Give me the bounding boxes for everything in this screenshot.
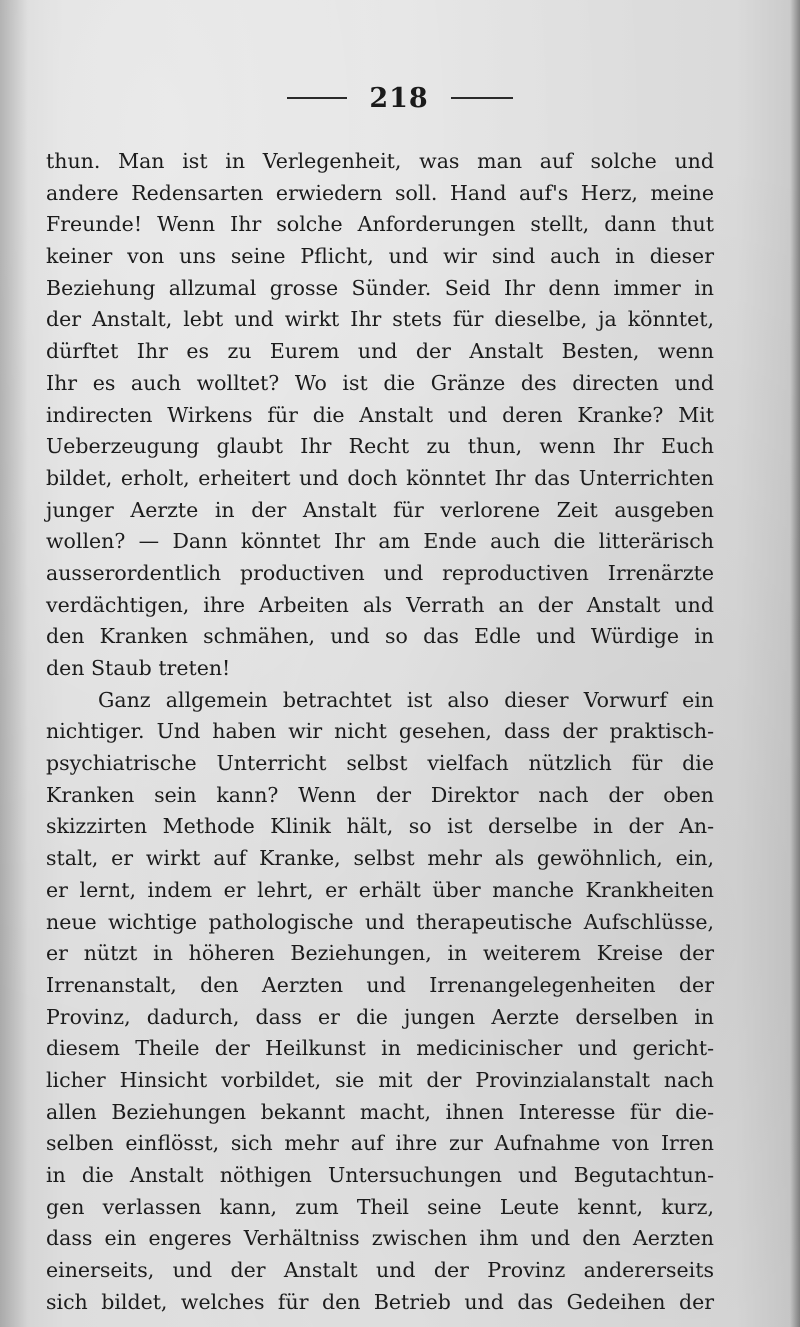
text-line: Freunde! Wenn Ihr solche Anforderungen stellt, dann thut bbox=[46, 212, 714, 237]
page-number: 218 bbox=[369, 82, 429, 114]
text-line: diesem Theile der Heilkunst in medicinischer und gericht- bbox=[46, 1036, 714, 1061]
text-line: einerseits, und der Anstalt und der Provinz andererseits bbox=[46, 1258, 714, 1283]
page-shadow-left bbox=[0, 0, 28, 1327]
text-line: skizzirten Methode Klinik hält, so ist derselbe in der An- bbox=[46, 814, 714, 839]
paragraph-start-line: Ganz allgemein betrachtet ist also dieser Vorwurf ein bbox=[98, 687, 714, 712]
text-line: wollen? — Dann könntet Ihr am Ende auch die litterärisch bbox=[46, 529, 714, 554]
text-line: stalt, er wirkt auf Kranke, selbst mehr als gewöhnlich, ein, bbox=[46, 846, 714, 871]
text-line: den Kranken schmähen, und so das Edle und Würdige in bbox=[46, 624, 714, 649]
page-shadow-right bbox=[790, 0, 800, 1327]
text-line: keiner von uns seine Pflicht, und wir sind auch in dieser bbox=[46, 244, 714, 269]
text-line: er nützt in höheren Beziehungen, in weiterem Kreise der bbox=[46, 941, 714, 966]
header-rule-left bbox=[287, 97, 347, 99]
text-line: der Anstalt, lebt und wirkt Ihr stets für dieselbe, ja könntet, bbox=[46, 307, 714, 332]
text-line: psychiatrische Unterricht selbst vielfach nützlich für die bbox=[46, 751, 714, 776]
text-line: neue wichtige pathologische und therapeutische Aufschlüsse, bbox=[46, 909, 714, 934]
text-line: Kranken sein kann? Wenn der Direktor nach der oben bbox=[46, 782, 714, 807]
text-line: Ueberzeugung glaubt Ihr Recht zu thun, wenn Ihr Euch bbox=[46, 434, 714, 459]
header-rule-right bbox=[451, 97, 513, 99]
text-line: junger Aerzte in der Anstalt für verlorene Zeit ausgeben bbox=[46, 497, 714, 522]
text-line: Beziehung allzumal grosse Sünder. Seid Ihr denn immer in bbox=[46, 275, 714, 300]
text-line: dürftet Ihr es zu Eurem und der Anstalt Besten, wenn bbox=[46, 339, 714, 364]
text-line: sich bildet, welches für den Betrieb und das Gedeihen der bbox=[46, 1289, 714, 1314]
text-line: bildet, erholt, erheitert und doch könntet Ihr das Unterrichten bbox=[46, 465, 714, 490]
page-header bbox=[0, 78, 800, 118]
text-line: selben einflösst, sich mehr auf ihre zur Aufnahme von Irren bbox=[46, 1131, 714, 1156]
body-text bbox=[46, 146, 714, 1318]
text-line: dass ein engeres Verhältniss zwischen ihm und den Aerzten bbox=[46, 1226, 714, 1251]
text-line: andere Redensarten erwiedern soll. Hand auf's Herz, meine bbox=[46, 180, 714, 205]
text-line: verdächtigen, ihre Arbeiten als Verrath an der Anstalt und bbox=[46, 592, 714, 617]
text-line: nichtiger. Und haben wir nicht gesehen, dass der praktisch- bbox=[46, 719, 714, 744]
text-line: er lernt, indem er lehrt, er erhält über manche Krankheiten bbox=[46, 877, 714, 902]
text-line: Provinz, dadurch, dass er die jungen Aerzte derselben in bbox=[46, 1004, 714, 1029]
text-line: indirecten Wirkens für die Anstalt und deren Kranke? Mit bbox=[46, 402, 714, 427]
paragraph-end-line: den Staub treten! bbox=[46, 656, 231, 680]
text-line: Irrenanstalt, den Aerzten und Irrenangelegenheiten der bbox=[46, 972, 714, 997]
text-line: thun. Man ist in Verlegenheit, was man auf solche und bbox=[46, 149, 714, 173]
text-line: in die Anstalt nöthigen Untersuchungen und Begutachtun- bbox=[46, 1163, 714, 1187]
text-line: gen verlassen kann, zum Theil seine Leute kennt, kurz, bbox=[46, 1194, 714, 1219]
text-line: Ihr es auch wolltet? Wo ist die Gränze des directen und bbox=[46, 370, 714, 395]
text-line: allen Beziehungen bekannt macht, ihnen Interesse für die- bbox=[46, 1099, 714, 1124]
text-line: licher Hinsicht vorbildet, sie mit der Provinzialanstalt nach bbox=[46, 1067, 714, 1092]
text-line: ausserordentlich productiven und reproductiven Irrenärzte bbox=[46, 560, 714, 585]
